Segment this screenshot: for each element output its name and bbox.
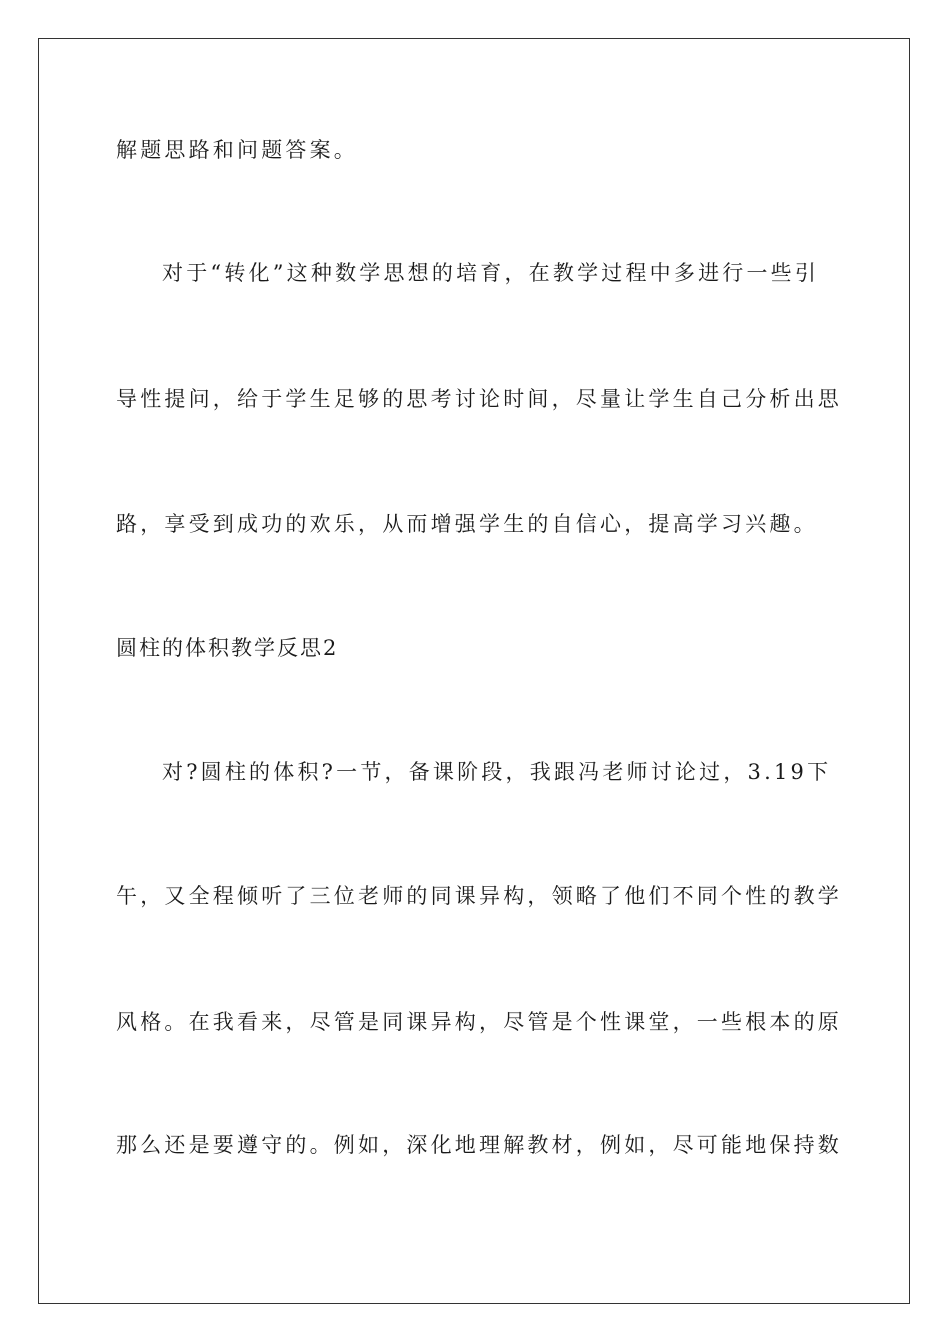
paragraph-line: 路，享受到成功的欢乐，从而增强学生的自信心，提高学习兴趣。 xyxy=(116,512,818,536)
paragraph-line: 导性提问，给于学生足够的思考讨论时间，尽量让学生自己分析出思 xyxy=(116,387,842,411)
paragraph-line: 解题思路和问题答案。 xyxy=(116,138,358,162)
paragraph-line: 对?圆柱的体积?一节，备课阶段，我跟冯老师讨论过，3.19下 xyxy=(162,760,832,784)
paragraph-line: 那么还是要遵守的。例如，深化地理解教材，例如，尽可能地保持数 xyxy=(116,1133,842,1157)
page-border xyxy=(38,38,910,1304)
paragraph-line: 对于“转化”这种数学思想的培育，在教学过程中多进行一些引 xyxy=(162,261,820,285)
paragraph-line: 午，又全程倾听了三位老师的同课异构，领略了他们不同个性的教学 xyxy=(116,884,842,908)
section-heading: 圆柱的体积教学反思2 xyxy=(116,636,339,660)
paragraph-line: 风格。在我看来，尽管是同课异构，尽管是个性课堂，一些根本的原 xyxy=(116,1010,842,1034)
